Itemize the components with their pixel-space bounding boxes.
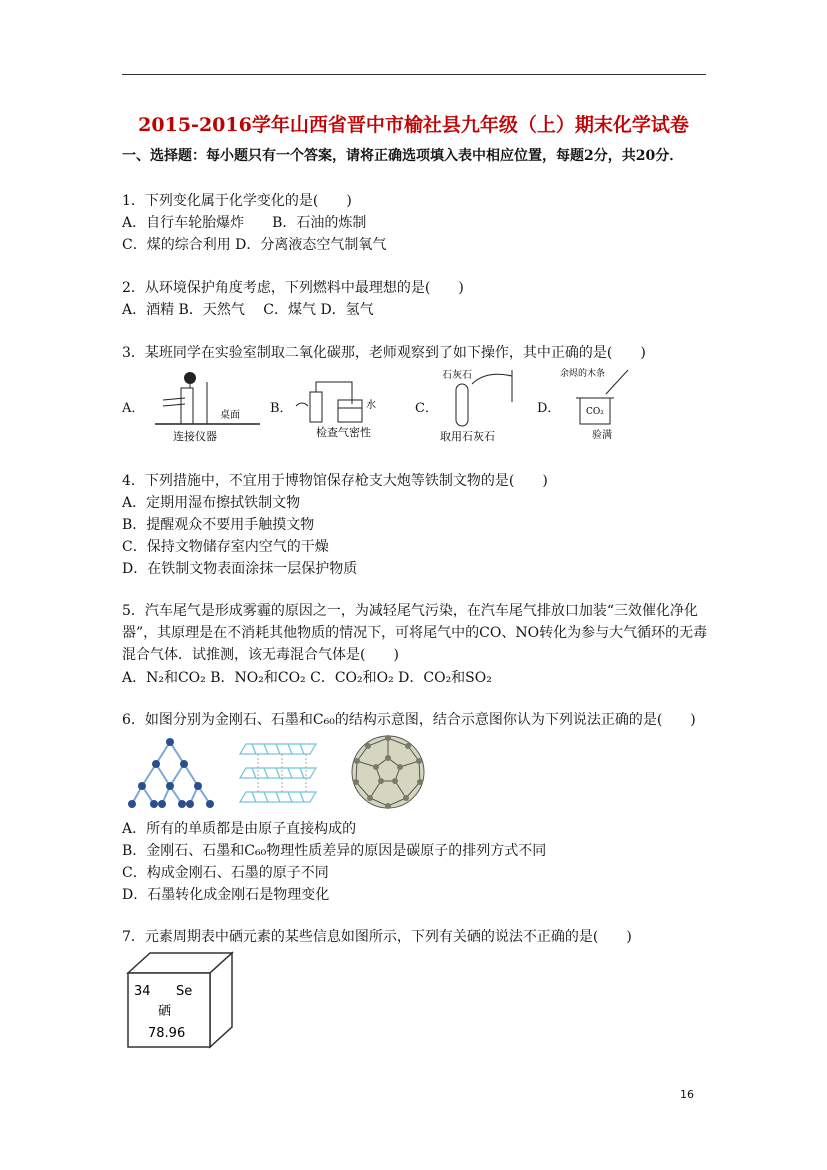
- q4-option-d: D．在铁制文物表面涂抹一层保护物质: [122, 561, 358, 577]
- document-title: 2015-2016学年山西省晋中市榆社县九年级（上）期末化学试卷: [138, 114, 689, 136]
- q3-fig-b-note: 水: [366, 400, 376, 411]
- section-heading: 一、选择题：每小题只有一个答案，请将正确选项填入表中相应位置，每题2分，共20分．: [122, 148, 684, 164]
- page-number: 16: [680, 1088, 694, 1101]
- q6-option-d: D．石墨转化成金刚石是物理变化: [122, 887, 330, 903]
- q4-stem: 4．下列措施中，不宜用于博物馆保存枪支大炮等铁制文物的是( ): [122, 473, 548, 489]
- q5-options: A．N₂和CO₂ B．NO₂和CO₂ C．CO₂和O₂ D．CO₂和SO₂: [122, 670, 492, 686]
- element-atomic-number: 34: [134, 984, 151, 999]
- q3-fig-d-caption: 验满: [592, 430, 612, 441]
- element-atomic-mass: 78.96: [148, 1026, 186, 1041]
- q3-figure-a: [145, 368, 265, 444]
- q6-stem: 6．如图分别为金刚石、石墨和C₆₀的结构示意图，结合示意图你认为下列说法正确的是( ): [122, 712, 696, 728]
- q6-option-a: A．所有的单质都是由原子直接构成的: [122, 821, 357, 837]
- graphite-structure-image: [238, 734, 324, 812]
- q1-options-cd: C．煤的综合利用 D．分离液态空气制氧气: [122, 237, 387, 253]
- q2-stem: 2．从环境保护角度考虑，下列燃料中最理想的是( ): [122, 280, 464, 296]
- selenium-element-cell: [124, 951, 236, 1049]
- q7-stem: 7．元素周期表中硒元素的某些信息如图所示，下列有关硒的说法不正确的是( ): [122, 929, 632, 945]
- q4-option-b: B．提醒观众不要用手触摸文物: [122, 517, 315, 533]
- q3-label-d: D．: [537, 401, 561, 416]
- q4-option-c: C．保持文物储存室内空气的干燥: [122, 539, 329, 555]
- q3-fig-b-caption: 检查气密性: [316, 426, 371, 439]
- q3-label-b: B．: [270, 401, 293, 416]
- q2-options: A．酒精 B．天然气 C．煤气 D．氢气: [122, 302, 374, 318]
- q1-options-ab: A．自行车轮胎爆炸 B．石油的炼制: [122, 215, 367, 231]
- diamond-structure-image: [126, 734, 214, 812]
- element-symbol: Se: [176, 984, 193, 999]
- element-name: 硒: [158, 1004, 172, 1019]
- q3-fig-a-caption: 连接仪器: [173, 430, 217, 443]
- q6-option-c: C．构成金刚石、石墨的原子不同: [122, 865, 329, 881]
- header-rule: [122, 74, 706, 75]
- q3-stem: 3．某班同学在实验室制取二氧化碳那，老师观察到了如下操作，其中正确的是( ): [122, 345, 646, 361]
- q3-label-a: A．: [122, 401, 145, 416]
- q6-option-b: B．金刚石、石墨和C₆₀物理性质差异的原因是碳原子的排列方式不同: [122, 843, 547, 859]
- q3-fig-c-note: 石灰石: [442, 370, 472, 381]
- q4-option-a: A．定期用湿布擦拭铁制文物: [122, 495, 301, 511]
- q3-figure-c: [438, 364, 530, 444]
- c60-structure-image: [348, 732, 428, 812]
- q3-fig-d-note: 余烬的木条: [560, 369, 606, 379]
- q3-fig-d-gas: CO₂: [586, 407, 604, 417]
- q3-fig-a-note: 桌面: [220, 410, 240, 421]
- q5-stem: 5．汽车尾气是形成雾霾的原因之一，为减轻尾气污染，在汽车尾气排放口加装“三效催化净化器”，其原理是在不消耗其他物质的情况下，可将尾气中的CO、NO转化为参与大气循环的无毒混合气体．试推测，该无毒混合气体是( ): [122, 603, 708, 663]
- q3-figure-d: [556, 364, 636, 444]
- q3-fig-c-caption: 取用石灰石: [440, 430, 495, 443]
- q3-figure-b: [292, 372, 407, 442]
- q1-stem: 1．下列变化属于化学变化的是( ): [122, 193, 352, 209]
- q3-label-c: C．: [415, 401, 438, 416]
